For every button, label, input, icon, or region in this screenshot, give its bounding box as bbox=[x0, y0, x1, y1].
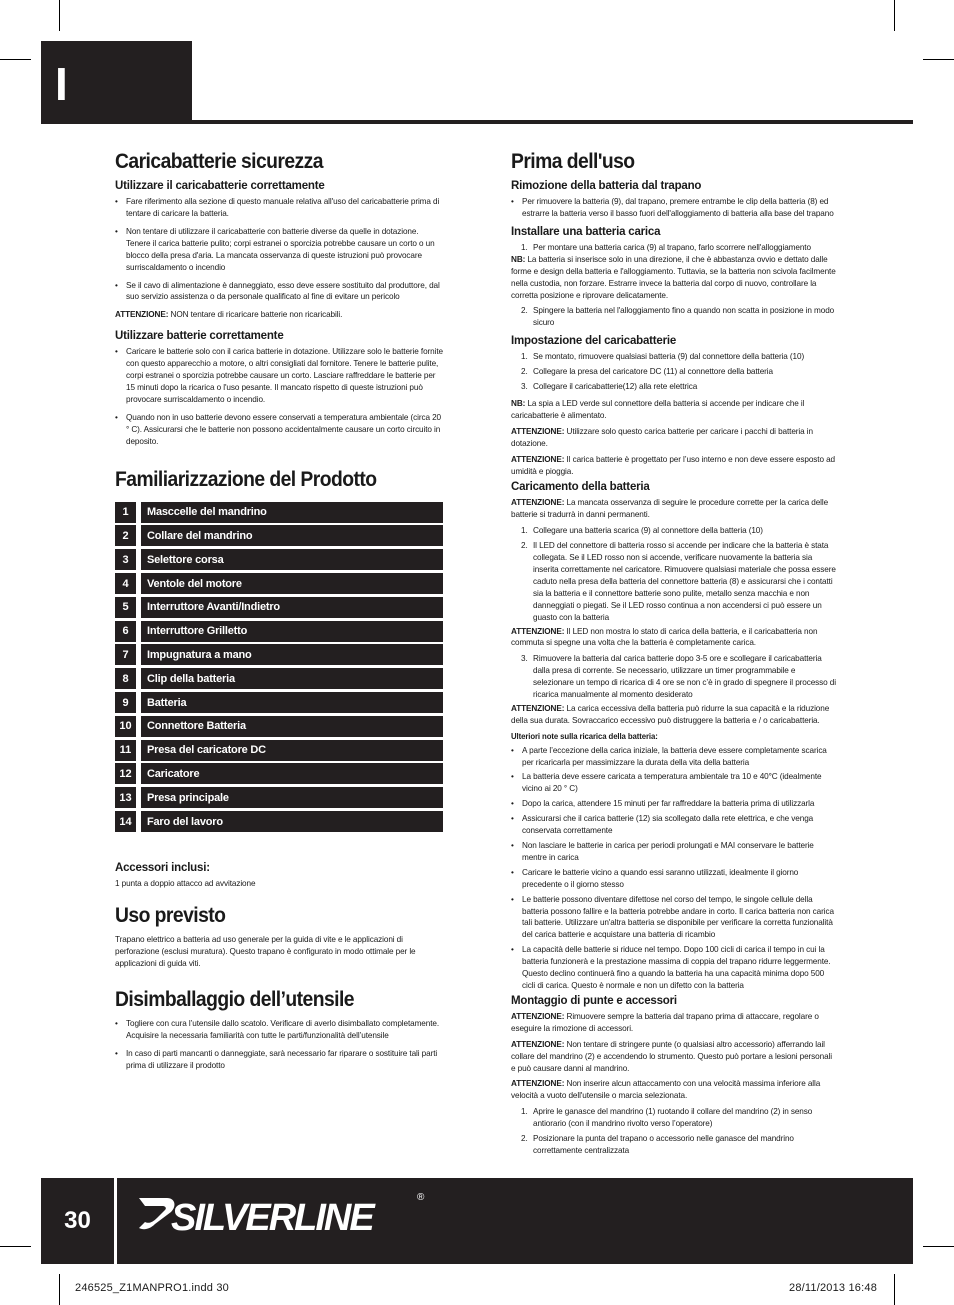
language-tab bbox=[41, 41, 192, 124]
accessories-heading: Accessori inclusi: bbox=[115, 862, 210, 875]
list-item: 2. Spingere la batteria nel l'alloggiamento fino a quando non scatta in posizione in modo sicuro bbox=[521, 306, 835, 328]
part-name: Ventole del motore bbox=[141, 573, 443, 594]
notes-heading: Ulteriori note sulla ricarica della batteria: bbox=[511, 731, 658, 741]
part-name: Caricatore bbox=[141, 763, 443, 784]
crop-mark bbox=[0, 1246, 31, 1247]
part-name: Presa del caricatore DC bbox=[141, 740, 443, 761]
list-item: 2. Posizionare la punta del trapano o accessorio nelle ganasce del mandrino correttamente centralizzata bbox=[521, 1134, 794, 1155]
part-row bbox=[115, 740, 443, 761]
list-item: 2. Il LED del connettore di batteria rosso si accende per indicare che la batteria è stata collegata. Se il LED rosso non si accende, verificare nuovamente la batteria sia inserita correttamente nel caricatore. Rimuovere qualsiasi materiale che possa essere caduto nella presa della batteria del connettore batteria (8) e assicurarsi che i contatti sia la batteria e il connettore batterie sono pulite, metallo senza macchia e non danneggiati o piegati. Se il LED rosso continua a non accendersi ci può essere un guasto con la batteria bbox=[521, 541, 836, 622]
date-slug: 28/11/2013 16:48 bbox=[789, 1282, 878, 1294]
list-item: • Quando non in uso batterie devono essere conservati a temperatura ambientale (circa 20 ° C). Assicurarsi che le batterie non possono accidentalmente causare un corto circuito in deposito. bbox=[115, 412, 443, 448]
subheading: Utilizzare batterie correttamente bbox=[115, 330, 284, 343]
part-number: 2 bbox=[115, 525, 136, 546]
part-name: Batteria bbox=[141, 692, 443, 713]
part-name: Masccelle del mandrino bbox=[141, 502, 443, 523]
list-item: • A parte l’eccezione della carica iniziale, la batteria deve essere completamente scarica per ricaricarla per massimizzare la durata della vita della batteria bbox=[511, 745, 837, 769]
part-row bbox=[115, 573, 443, 594]
part-number: 3 bbox=[115, 549, 136, 570]
part-number: 5 bbox=[115, 597, 136, 618]
crop-mark bbox=[0, 59, 31, 60]
part-row bbox=[115, 787, 443, 808]
bullet-list bbox=[115, 1018, 443, 1072]
part-number: 9 bbox=[115, 692, 136, 713]
list-item: • Non tentare di utilizzare il caricabatterie con batterie diverse da quelle in dotazione. Tenere il carica batterie pulito; corpi estranei o sporcizia potrebbe causare un corto o un blocco della presa d'aria. La mancata osservanza di queste istruzioni può provocare surriscaldamento o incendio bbox=[115, 226, 443, 274]
list-item: 1. Se montato, rimuovere qualsiasi batteria (9) dal connettore della batteria (10) bbox=[521, 352, 805, 362]
numbered-list bbox=[511, 525, 837, 623]
accessories-text: 1 punta a doppio attacco ad avvitazione bbox=[115, 879, 256, 889]
crop-mark bbox=[923, 1246, 954, 1247]
list-item: • La batteria deve essere caricata a temperatura ambientale tra 10 e 40°C (idealmente vicino ai 20 ° C) bbox=[511, 771, 837, 795]
list-item: 1. Collegare una batteria scarica (9) al connettore della batteria (10) bbox=[521, 526, 763, 536]
part-row bbox=[115, 763, 443, 784]
section-title-product: Familiarizzazione del Prodotto bbox=[115, 467, 377, 491]
language-letter: I bbox=[55, 58, 68, 110]
part-number: 1 bbox=[115, 502, 136, 523]
part-row bbox=[115, 716, 443, 737]
part-row bbox=[115, 668, 443, 689]
bullet-list bbox=[511, 196, 837, 220]
numbered-list bbox=[511, 305, 837, 329]
part-number: 12 bbox=[115, 763, 136, 784]
part-number: 13 bbox=[115, 787, 136, 808]
subheading: Rimozione della batteria dal trapano bbox=[511, 180, 702, 193]
crop-mark bbox=[923, 59, 954, 60]
list-item: 3. Collegare il caricabatterie(12) alla rete elettrica bbox=[521, 382, 698, 392]
note-label: NB: bbox=[511, 254, 526, 264]
crop-mark bbox=[59, 1274, 60, 1305]
warning-paragraph: ATTENZIONE: La carica eccessiva della batteria può ridurre la sua capacità e la riduzione della sua durata. Sovraccarico eccessivo può distruggere la batteria e / o caricabatteria. bbox=[511, 703, 830, 725]
part-number: 14 bbox=[115, 811, 136, 832]
list-item: • Non lasciare le batterie in carica per periodi prolungati e MAI conservare le batterie mentre in carica bbox=[511, 840, 837, 864]
warning-paragraph: ATTENZIONE: Non tentare di stringere punte (o qualsiasi altro accessorio) afferrando lail collare del mandrino (2) e accendendo lo strumento. Questo può portare a lesioni personali e può causare danni al mandrino. bbox=[511, 1039, 832, 1073]
subheading: Installare una batteria carica bbox=[511, 225, 661, 238]
page-number: 30 bbox=[64, 1207, 91, 1234]
silverline-logo bbox=[135, 1190, 435, 1245]
part-row bbox=[115, 597, 443, 618]
list-item: • Le batterie possono diventare difettose nel corso del tempo, le singole cellule della batteria possono fallire e la batteria potrebbe andare in corto. Il carica batteria non carica tali batterie. Utilizzare un'altra batteria se disponibile per verificare la corretta funzionalità del carica batterie e acquistare una batteria di ricambio bbox=[511, 894, 837, 942]
warning-paragraph bbox=[115, 309, 443, 321]
note-paragraph: NB: La batteria si inserisce solo in una direzione, il che è abbastanza ovvio e dettato dalle forme e design della batteria e l'alloggiamento. Tuttavia, se la batteria non scivola facilmente nella custodia, non forzare. Estrarre invece la batteria dal corpo di nuovo, controllare la corretta posizione e riprovare delicatamente. bbox=[511, 254, 836, 300]
footer-divider bbox=[114, 1178, 117, 1264]
part-row bbox=[115, 692, 443, 713]
list-item: • La capacità delle batterie si riduce nel tempo. Dopo 100 cicli di carica il tempo in cui la batteria funzionerà e la prestazione massima di coppia del trapano ridurre leggermente. Questo declino continuerà fino a quando la batteria ha una capacità minima dopo 500 cicli di carica. Questo è normale e non un difetto con la batteria bbox=[511, 944, 837, 992]
bullet-list bbox=[115, 196, 443, 303]
list-item: 2. Collegare la presa del caricatore DC (11) al connettore della batteria bbox=[521, 367, 773, 377]
list-item: • Dopo la carica, attendere 15 minuti per far raffreddare la batteria prima di utilizzarla bbox=[511, 798, 837, 810]
list-item: • Se il cavo di alimentazione è danneggiato, esso deve essere sostituito dal produttore, dal suo servizio assistenza o da personale qualificato al fine di evitare un pericolo bbox=[115, 280, 443, 304]
section-title-safety: Caricabatterie sicurezza bbox=[115, 150, 323, 173]
warning-paragraph: ATTENZIONE: Il carica batterie è progettato per l’uso interno e non deve essere esposto ad umidità e pioggia. bbox=[511, 454, 835, 476]
crop-mark bbox=[894, 1274, 895, 1305]
bullet-list bbox=[115, 346, 443, 447]
warning-paragraph: ATTENZIONE: Non inserire alcun attaccamento con una velocità massima inferiore alla velocità a vuoto dell'utensile o marcia selezionata. bbox=[511, 1079, 821, 1101]
list-item: 3. Rimuovere la batteria dal carica batterie dopo 3-5 ore e scollegare il caricabatteria dalla presa di corrente. Se necessario, utilizzare un timer programmabile e selezionare un tempo di ricarica di 4 ore se non c’è in grado di spegnere il processo di ricarica manualmente al momento desiderato bbox=[521, 654, 836, 700]
part-row bbox=[115, 549, 443, 570]
numbered-list bbox=[511, 242, 837, 254]
list-item: 1. Per montare una batteria carica (9) al trapano, farlo scorrere nell'alloggiamento bbox=[521, 242, 811, 252]
part-number: 8 bbox=[115, 668, 136, 689]
list-item: • In caso di parti mancanti o danneggiate, sarà necessario far riparare o sostituire tali parti prima di utilizzare il prodotto bbox=[115, 1048, 443, 1072]
list-item: • Fare riferimento alla sezione di questo manuale relativa all'uso del caricabatterie prima di tentare di caricare la batteria. bbox=[115, 196, 443, 220]
crop-mark bbox=[59, 0, 60, 31]
note-paragraph: NB: La spia a LED verde sul connettore della batteria si accende per indicare che il caricabatterie è alimentato. bbox=[511, 399, 805, 420]
section-title-before-use: Prima dell'uso bbox=[511, 150, 635, 173]
subheading: Caricamento della batteria bbox=[511, 481, 650, 494]
warning-paragraph: ATTENZIONE: La mancata osservanza di seguire le procedure corrette per la carica delle batterie si tradurrà in danni permanenti. bbox=[511, 498, 829, 520]
part-row bbox=[115, 621, 443, 642]
list-item: • Caricare le batterie solo con il carica batterie in dotazione. Utilizzare solo le batterie fornite con questo apparecchio a motore, o altri consigliati dal fornitore. Tenere le batterie pulite, corpi estranei o sporcizia potrebbe causare un corto. Lasciare raffreddare le batterie per 15 minuti dopo la ricarica o l'uso pesante. Il mancato rispetto di queste istruzioni può provocare surriscaldamento o incendio. bbox=[115, 346, 443, 406]
file-slug: 246525_Z1MANPRO1.indd 30 bbox=[75, 1282, 230, 1294]
part-number: 4 bbox=[115, 573, 136, 594]
part-name: Faro del lavoro bbox=[141, 811, 443, 832]
numbered-list bbox=[511, 653, 837, 701]
list-item: • Caricare le batterie vicino a quando essi saranno utilizzati, idealmente il giorno precedente o il giorno stesso bbox=[511, 867, 837, 891]
numbered-list bbox=[511, 1106, 837, 1157]
parts-list bbox=[115, 502, 443, 832]
part-number: 11 bbox=[115, 740, 136, 761]
warning-label: ATTENZIONE: bbox=[115, 310, 169, 320]
part-name: Clip della batteria bbox=[141, 668, 443, 689]
header-rule bbox=[192, 120, 913, 124]
warning-paragraph: ATTENZIONE: Utilizzare solo questo carica batterie per caricare i pacchi di batteria in dotazione. bbox=[511, 426, 813, 448]
part-number: 10 bbox=[115, 716, 136, 737]
numbered-list bbox=[511, 351, 837, 393]
part-name: Collare del mandrino bbox=[141, 525, 443, 546]
list-item: • Assicurarsi che il carica batterie (12) sia scollegato dalla rete elettrica, e che venga conservata correttamente bbox=[511, 813, 837, 837]
part-name: Interruttore Avanti/Indietro bbox=[141, 597, 443, 618]
warning-paragraph: ATTENZIONE: Il LED non mostra lo stato di carica della batteria, e il caricabatteria non commuta si spegne una volta che la batteria è completamente carica. bbox=[511, 626, 818, 648]
registered-mark: ® bbox=[417, 1192, 425, 1203]
warning-text: NON tentare di ricaricare batterie non ricaricabili. bbox=[168, 310, 343, 320]
part-name: Selettore corsa bbox=[141, 549, 443, 570]
section-title-unpacking: Disimballaggio dell’utensile bbox=[115, 987, 354, 1011]
subheading: Montaggio di punte e accessori bbox=[511, 994, 677, 1007]
left-column bbox=[115, 150, 443, 1078]
part-number: 7 bbox=[115, 644, 136, 665]
warning-paragraph: ATTENZIONE: Rimuovere sempre la batteria dal trapano prima di attaccare, regolare o eseguire la rimozione di accessori. bbox=[511, 1011, 819, 1033]
subheading: Utilizzare il caricabatterie correttamente bbox=[115, 180, 325, 193]
list-item: 1. Aprire le ganasce del mandrino (1) ruotando il collare del mandrino (2) in senso antiorario (con il mandrino rivolto verso l’operatore) bbox=[521, 1107, 813, 1129]
section-title-intended-use: Uso previsto bbox=[115, 903, 226, 927]
list-item: • Togliere con cura l’utensile dallo scatolo. Verificare di averlo disimballato completamente. Acquisire la necessaria familiarità con tutte le parti/funzionalità dell’utensile bbox=[115, 1018, 443, 1042]
part-name: Impugnatura a mano bbox=[141, 644, 443, 665]
part-row bbox=[115, 644, 443, 665]
part-name: Interruttore Grilletto bbox=[141, 621, 443, 642]
subheading: Impostazione del caricabatterie bbox=[511, 335, 677, 348]
part-row bbox=[115, 502, 443, 523]
intended-use-text: Trapano elettrico a batteria ad uso generale per la guida di vite e le applicazioni di perforazione (esclusi muratura). Questo trapano è configurato in modo ottimale per le applicazioni di guida viti. bbox=[115, 935, 416, 968]
part-row bbox=[115, 525, 443, 546]
bullet-list bbox=[511, 745, 837, 992]
part-row bbox=[115, 811, 443, 832]
part-name: Presa principale bbox=[141, 787, 443, 808]
crop-mark bbox=[894, 0, 895, 31]
list-item: • Per rimuovere la batteria (9), dal trapano, premere entrambe le clip della batteria (8) ed estrarre la batteria verso il basso fuori dell'alloggiamento di batteria alla base del trapano bbox=[511, 196, 837, 220]
brand-wordmark: SILVERLINE bbox=[171, 1197, 373, 1239]
right-column bbox=[511, 150, 837, 1162]
part-name: Connettore Batteria bbox=[141, 716, 443, 737]
part-number: 6 bbox=[115, 621, 136, 642]
